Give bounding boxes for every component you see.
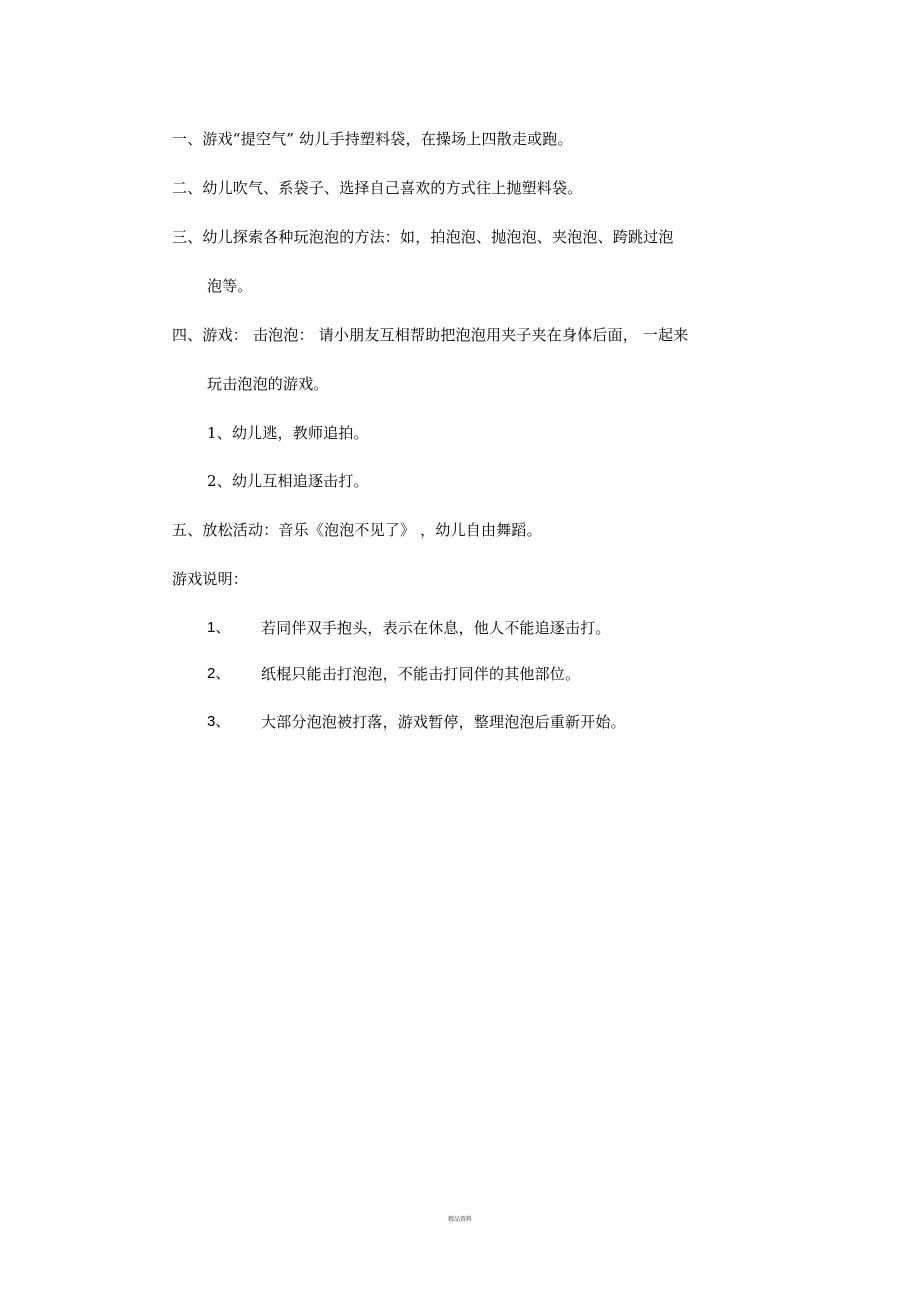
rule-1-number: 1、 <box>207 619 231 636</box>
rule-2-text: 纸棍只能击打泡泡，不能击打同伴的其他部位。 <box>261 665 581 683</box>
section-3-line-1: 三、幼儿探索各种玩泡泡的方法：如，拍泡泡、抛泡泡、夹泡泡、跨跳过泡 <box>172 228 674 246</box>
rules-heading: 游戏说明： <box>172 570 249 588</box>
section-1: 一、游戏“提空气” 幼儿手持塑料袋，在操场上四散走或跑。 <box>172 130 573 148</box>
section-4-line-1: 四、游戏： 击泡泡： 请小朋友互相帮助把泡泡用夹子夹在身体后面， 一起来 <box>172 326 689 344</box>
section-4-sub-1: 1、幼儿逃，教师追拍。 <box>207 424 369 442</box>
section-5: 五、放松活动：音乐《泡泡不见了》 ，幼儿自由舞蹈。 <box>172 521 542 539</box>
rule-3-number: 3、 <box>207 713 231 730</box>
section-4-sub-2: 2、幼儿互相追逐击打。 <box>207 472 369 490</box>
section-4-line-2: 玩击泡泡的游戏。 <box>207 375 329 393</box>
rule-3-text: 大部分泡泡被打落，游戏暂停，整理泡泡后重新开始。 <box>261 713 626 731</box>
rule-1-text: 若同伴双手抱头，表示在休息，他人不能追逐击打。 <box>261 619 611 637</box>
section-2: 二、幼儿吹气、系袋子、选择自己喜欢的方式往上抛塑料袋。 <box>172 179 583 197</box>
rule-2-number: 2、 <box>207 665 231 682</box>
section-3-line-2: 泡等。 <box>207 277 253 295</box>
page-footer: 精品资料 <box>447 1216 472 1223</box>
